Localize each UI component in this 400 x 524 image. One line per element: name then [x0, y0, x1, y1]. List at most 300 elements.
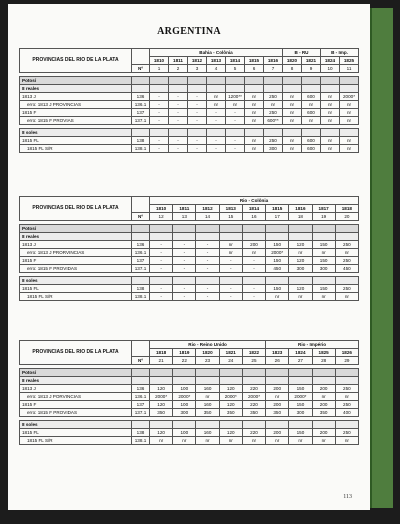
subsection-filler: [150, 233, 173, 241]
subsection-filler: [245, 85, 264, 93]
value-cell: -: [173, 265, 196, 273]
value-cell: -: [150, 101, 169, 109]
subsection-filler: [289, 377, 312, 385]
value-cell: nr: [312, 249, 335, 257]
value-cell: nr: [266, 437, 289, 445]
value-cell: -: [242, 265, 265, 273]
subsection-filler: [173, 421, 196, 429]
value-cell: -: [173, 293, 196, 301]
subsection-filler: [242, 377, 265, 385]
subsection-filler: [289, 233, 312, 241]
column-number: 29: [335, 357, 358, 365]
year-header: 1819: [173, 349, 196, 357]
value-cell: 350: [196, 409, 219, 417]
subsection-filler: [132, 377, 150, 385]
value-cell: -: [150, 117, 169, 125]
value-cell: -: [207, 117, 226, 125]
column-number: 7: [264, 65, 283, 73]
subsection-filler: [302, 129, 321, 137]
subsection-filler: [283, 129, 302, 137]
catalog-number: 136.1: [132, 101, 150, 109]
year-header: 1816: [289, 205, 312, 213]
subsection-title: 8 soles: [20, 277, 132, 285]
value-cell: 250: [335, 257, 358, 265]
section-filler: [207, 77, 226, 85]
subsection-title: 8 soles: [20, 421, 132, 429]
n-label: Nº: [132, 213, 150, 221]
value-cell: -: [196, 257, 219, 265]
subsection-filler: [245, 129, 264, 137]
group-header: B - Imp.: [321, 49, 359, 57]
value-cell: -: [226, 145, 245, 153]
column-number: 25: [242, 357, 265, 365]
value-cell: 1200**: [226, 93, 245, 101]
section-filler: [132, 225, 150, 233]
value-cell: 120: [150, 401, 173, 409]
section-filler: [335, 225, 358, 233]
row-label: erro: 1813 J PRORVINCIAS: [20, 249, 132, 257]
value-cell: 120: [150, 385, 173, 393]
value-cell: nr: [196, 393, 219, 401]
value-cell: -: [173, 249, 196, 257]
subsection-filler: [312, 377, 335, 385]
row-label: erro: 1815 F PROVIAS: [20, 117, 132, 125]
year-header: 1818: [150, 349, 173, 357]
subsection-title: 8 reales: [20, 233, 132, 241]
value-cell: 600: [302, 93, 321, 101]
subsection-filler: [266, 233, 289, 241]
value-cell: nr: [219, 241, 242, 249]
value-cell: 220: [242, 429, 265, 437]
row-label: 1815 FL: [20, 429, 132, 437]
section-filler: [245, 77, 264, 85]
value-cell: -: [150, 265, 173, 273]
value-cell: -: [150, 145, 169, 153]
blank-cell: [132, 341, 150, 357]
value-cell: nr: [340, 109, 359, 117]
subsection-filler: [219, 377, 242, 385]
value-cell: 250: [264, 93, 283, 101]
column-number: 6: [245, 65, 264, 73]
value-cell: 220: [242, 401, 265, 409]
table-row: [20, 265, 359, 273]
year-header: 1817: [312, 205, 335, 213]
subsection-filler: [335, 233, 358, 241]
row-label: 1815 FL: [20, 137, 132, 145]
value-cell: 250: [335, 401, 358, 409]
value-cell: 150: [312, 241, 335, 249]
subsection-filler: [188, 129, 207, 137]
value-cell: 250: [264, 109, 283, 117]
catalog-number: 138: [132, 137, 150, 145]
value-cell: -: [226, 137, 245, 145]
year-header: 1810: [150, 205, 173, 213]
group-header: B - RU: [283, 49, 321, 57]
value-cell: -: [226, 109, 245, 117]
column-number: 23: [196, 357, 219, 365]
year-header: 1812: [188, 57, 207, 65]
value-cell: 300: [312, 265, 335, 273]
group-header: Rio - Reino Unido: [150, 341, 266, 349]
subsection-filler: [312, 233, 335, 241]
catalog-number: 138: [132, 429, 150, 437]
value-cell: -: [169, 145, 188, 153]
coin-table-2: [19, 196, 359, 301]
page-title: ARGENTINA: [157, 26, 221, 37]
table-row: [20, 393, 359, 401]
subsection-filler: [188, 85, 207, 93]
value-cell: 300: [173, 409, 196, 417]
value-cell: nr: [340, 145, 359, 153]
subsection-filler: [150, 277, 173, 285]
value-cell: -: [219, 257, 242, 265]
catalog-number: 136.1: [132, 249, 150, 257]
province-header: PROVINCIAS DEL RIO DE LA PLATA: [20, 197, 132, 221]
section-filler: [226, 77, 245, 85]
catalog-number: 138.1: [132, 437, 150, 445]
row-label: 1815 F: [20, 109, 132, 117]
value-cell: 600: [302, 109, 321, 117]
blank-cell: [132, 49, 150, 65]
row-label: 1815 FL S/R: [20, 437, 132, 445]
value-cell: nr: [245, 109, 264, 117]
row-label: 1815 FL S/R: [20, 145, 132, 153]
value-cell: 120: [289, 285, 312, 293]
subsection-row: [20, 85, 359, 93]
province-header: PROVINCIAS DEL RIO DE LA PLATA: [20, 341, 132, 365]
subsection-filler: [132, 129, 150, 137]
table-row: [20, 437, 359, 445]
value-cell: nr: [245, 101, 264, 109]
subsection-title: 8 reales: [20, 377, 132, 385]
subsection-filler: [335, 377, 358, 385]
column-number: 15: [219, 213, 242, 221]
section-filler: [264, 77, 283, 85]
year-header: 1818: [335, 205, 358, 213]
value-cell: 100: [173, 401, 196, 409]
value-cell: 300: [289, 409, 312, 417]
value-cell: nr: [321, 109, 340, 117]
value-cell: nr: [321, 137, 340, 145]
value-cell: nr: [283, 117, 302, 125]
row-label: 1813 J: [20, 385, 132, 393]
value-cell: nr: [219, 437, 242, 445]
subsection-filler: [242, 421, 265, 429]
value-cell: 250: [335, 241, 358, 249]
value-cell: nr: [340, 101, 359, 109]
value-cell: 2000*: [266, 249, 289, 257]
value-cell: -: [150, 285, 173, 293]
value-cell: nr: [312, 393, 335, 401]
subsection-title: 8 reales: [20, 85, 132, 93]
value-cell: 250: [335, 429, 358, 437]
subsection-filler: [312, 421, 335, 429]
value-cell: -: [169, 109, 188, 117]
column-number: 20: [335, 213, 358, 221]
table-row: [20, 385, 359, 393]
value-cell: 400: [335, 409, 358, 417]
value-cell: 200: [266, 429, 289, 437]
value-cell: 220: [242, 385, 265, 393]
group-header: Rio - Império: [266, 341, 359, 349]
value-cell: 600: [302, 137, 321, 145]
column-number: 12: [150, 213, 173, 221]
value-cell: -: [207, 109, 226, 117]
value-cell: -: [196, 241, 219, 249]
year-header: 1823: [266, 349, 289, 357]
subsection-filler: [169, 129, 188, 137]
section-filler: [302, 77, 321, 85]
subsection-filler: [264, 129, 283, 137]
subsection-filler: [289, 277, 312, 285]
value-cell: nr: [321, 93, 340, 101]
subsection-filler: [150, 129, 169, 137]
table-row: [20, 137, 359, 145]
value-cell: 150: [312, 257, 335, 265]
data-table: [19, 196, 359, 301]
subsection-filler: [219, 421, 242, 429]
column-number: 27: [289, 357, 312, 365]
year-header: 1814: [242, 205, 265, 213]
value-cell: nr: [321, 101, 340, 109]
value-cell: -: [150, 109, 169, 117]
value-cell: nr: [335, 249, 358, 257]
table-row: [20, 101, 359, 109]
value-cell: nr: [283, 145, 302, 153]
subsection-filler: [321, 85, 340, 93]
subsection-filler: [173, 233, 196, 241]
value-cell: 350: [266, 409, 289, 417]
value-cell: 150: [289, 385, 312, 393]
section-title: Potosí: [20, 225, 132, 233]
value-cell: nr: [321, 117, 340, 125]
header-row-groups: [20, 341, 359, 349]
value-cell: nr: [302, 117, 321, 125]
subsection-filler: [302, 85, 321, 93]
subsection-filler: [242, 233, 265, 241]
value-cell: 450: [335, 265, 358, 273]
value-cell: -: [150, 249, 173, 257]
section-filler: [173, 225, 196, 233]
value-cell: nr: [283, 93, 302, 101]
value-cell: nr: [173, 437, 196, 445]
value-cell: 160: [196, 429, 219, 437]
column-number: 24: [219, 357, 242, 365]
value-cell: 100: [173, 385, 196, 393]
section-filler: [196, 225, 219, 233]
n-label: Nº: [132, 65, 150, 73]
subsection-filler: [207, 85, 226, 93]
table-row: [20, 257, 359, 265]
value-cell: -: [173, 257, 196, 265]
subsection-title: 8 soles: [20, 129, 132, 137]
column-number: 9: [302, 65, 321, 73]
year-header: 1820: [283, 57, 302, 65]
catalog-number: 136: [132, 93, 150, 101]
value-cell: nr: [226, 101, 245, 109]
value-cell: 150: [289, 401, 312, 409]
value-cell: nr: [289, 293, 312, 301]
table-row: [20, 93, 359, 101]
section-filler: [188, 77, 207, 85]
value-cell: 160: [196, 385, 219, 393]
subsection-filler: [219, 277, 242, 285]
column-number: 18: [289, 213, 312, 221]
value-cell: 350: [242, 409, 265, 417]
subsection-filler: [340, 85, 359, 93]
value-cell: 450: [266, 265, 289, 273]
value-cell: 200: [242, 241, 265, 249]
group-header: Rio - Colônia: [150, 197, 359, 205]
row-label: erro: 1813 J PROVINCIAS: [20, 101, 132, 109]
section-filler: [242, 369, 265, 377]
catalog-number: 136: [132, 241, 150, 249]
value-cell: -: [196, 265, 219, 273]
subsection-filler: [219, 233, 242, 241]
subsection-filler: [132, 85, 150, 93]
year-header: 1810: [150, 57, 169, 65]
year-header: 1826: [335, 349, 358, 357]
value-cell: -: [173, 285, 196, 293]
column-number: 26: [266, 357, 289, 365]
value-cell: nr: [150, 437, 173, 445]
subsection-filler: [150, 377, 173, 385]
table-row: [20, 109, 359, 117]
table-row: [20, 117, 359, 125]
value-cell: nr: [340, 117, 359, 125]
section-filler: [169, 77, 188, 85]
section-filler: [196, 369, 219, 377]
table-row: [20, 249, 359, 257]
section-filler: [283, 77, 302, 85]
blank-cell: [132, 197, 150, 213]
year-header: 1821: [219, 349, 242, 357]
n-label: Nº: [132, 357, 150, 365]
table-row: [20, 429, 359, 437]
value-cell: nr: [264, 101, 283, 109]
value-cell: -: [188, 137, 207, 145]
subsection-filler: [207, 129, 226, 137]
value-cell: 150: [289, 429, 312, 437]
subsection-filler: [150, 421, 173, 429]
page-number: 113: [343, 494, 352, 500]
value-cell: nr: [289, 437, 312, 445]
value-cell: 150: [266, 285, 289, 293]
value-cell: 150: [266, 241, 289, 249]
row-label: 1813 J: [20, 241, 132, 249]
column-number: 4: [207, 65, 226, 73]
column-number: 2: [169, 65, 188, 73]
value-cell: 200: [266, 385, 289, 393]
value-cell: nr: [312, 293, 335, 301]
subsection-filler: [196, 421, 219, 429]
value-cell: -: [173, 241, 196, 249]
value-cell: -: [188, 93, 207, 101]
catalog-number: 137: [132, 109, 150, 117]
subsection-filler: [150, 85, 169, 93]
value-cell: -: [219, 285, 242, 293]
subsection-filler: [312, 277, 335, 285]
value-cell: 250: [335, 385, 358, 393]
value-cell: nr: [321, 145, 340, 153]
subsection-filler: [196, 277, 219, 285]
value-cell: 2000*: [173, 393, 196, 401]
row-label: 1815 FL: [20, 285, 132, 293]
value-cell: 120: [289, 257, 312, 265]
table-row: [20, 293, 359, 301]
value-cell: nr: [335, 393, 358, 401]
data-table: [19, 340, 359, 445]
year-header: 1820: [196, 349, 219, 357]
row-label: erro: 1815 F PROVIDAS: [20, 265, 132, 273]
section-filler: [219, 369, 242, 377]
catalog-number: 137.1: [132, 409, 150, 417]
year-header: 1821: [302, 57, 321, 65]
value-cell: nr: [207, 93, 226, 101]
value-cell: 2000*: [242, 393, 265, 401]
section-title: Potosí: [20, 77, 132, 85]
value-cell: nr: [283, 137, 302, 145]
table-row: [20, 401, 359, 409]
value-cell: nr: [242, 437, 265, 445]
subsection-filler: [266, 377, 289, 385]
catalog-number: 138.1: [132, 293, 150, 301]
value-cell: nr: [312, 437, 335, 445]
subsection-filler: [266, 277, 289, 285]
document-page: [8, 4, 370, 510]
value-cell: -: [207, 145, 226, 153]
year-header: 1824: [321, 57, 340, 65]
value-cell: nr: [266, 393, 289, 401]
value-cell: nr: [283, 109, 302, 117]
value-cell: -: [219, 265, 242, 273]
subsection-filler: [196, 233, 219, 241]
subsection-filler: [132, 233, 150, 241]
year-header: 1812: [196, 205, 219, 213]
value-cell: 350: [219, 409, 242, 417]
value-cell: 600**: [264, 117, 283, 125]
year-header: 1813: [207, 57, 226, 65]
section-filler: [150, 369, 173, 377]
value-cell: 2000*: [219, 393, 242, 401]
value-cell: nr: [196, 437, 219, 445]
year-header: 1813: [219, 205, 242, 213]
group-header: Bahia - Colônia: [150, 49, 283, 57]
column-number: 22: [173, 357, 196, 365]
column-number: 13: [173, 213, 196, 221]
catalog-number: 137: [132, 401, 150, 409]
table-row: [20, 145, 359, 153]
row-label: erro: 1815 F PROVIDAS: [20, 409, 132, 417]
value-cell: nr: [302, 101, 321, 109]
subsection-filler: [173, 377, 196, 385]
subsection-filler: [289, 421, 312, 429]
catalog-number: 136: [132, 385, 150, 393]
data-table: [19, 48, 359, 153]
value-cell: 120: [289, 241, 312, 249]
value-cell: -: [242, 293, 265, 301]
value-cell: nr: [335, 437, 358, 445]
subsection-row: [20, 421, 359, 429]
section-filler: [340, 77, 359, 85]
section-filler: [312, 225, 335, 233]
value-cell: 200: [312, 429, 335, 437]
value-cell: nr: [245, 117, 264, 125]
subsection-filler: [321, 129, 340, 137]
year-header: 1815: [266, 205, 289, 213]
value-cell: nr: [335, 293, 358, 301]
value-cell: -: [169, 137, 188, 145]
